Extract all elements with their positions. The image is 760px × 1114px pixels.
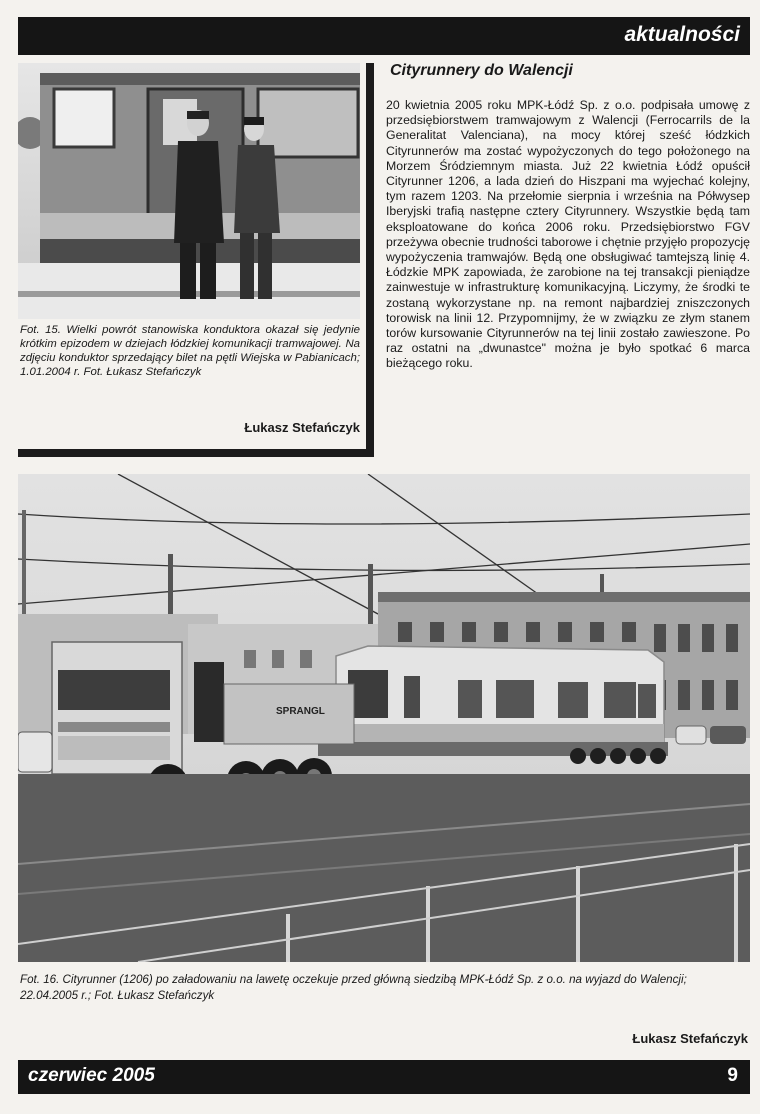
photo-caption-top: Fot. 15. Wielki powrót stanowiska konduktora okazał się jedynie krótkim epizodem w dziejach łódzkiej komunikacji tramwajowej. Na zdjęciu konduktor sprzedający bilet na pętli Wiejska w Pabianicach; 1.01.2004 r. Fot. Łukasz Stefańczyk xyxy=(20,324,360,378)
header-bar xyxy=(18,17,750,55)
photo-caption-bottom: Fot. 16. Cityrunner (1206) po załadowaniu na lawetę oczekuje przed główną siedzibą MPK-Łódź Sp. z o.o. na wyjazd do Walencji; 22.04.2005 r.; Fot. Łukasz Stefańczyk xyxy=(20,973,687,1002)
photo-conductor xyxy=(18,63,360,319)
article-body: 20 kwietnia 2005 roku MPK-Łódź Sp. z o.o. podpisała umowę z przedsiębiorstwem tramwajowym z Walencji (Ferrocarrils de la Generalitat Valenciana), na mocy której sześć łódzkich Cityrunnerów ma zostać wypożyczonych do tego położonego na Morzem Śródziemnym miasta. Już 22 kwietnia Łódź opuścił Cityrunner 1206, a lada dzień do Hiszpani ma wyjechać kolejny, tym razem 1203. Na przełomie sierpnia i września na Półwysep Iberyjski trafią następne cztery Cityrunnery. Wszystkie będą tam eksploatowane do końca 2006 roku. Przedsiębiorstwo FGV przeżywa obecnie trudności taborowe i chętnie przyjęło propozycję wypożyczenia tramwajów. Będą one obsługiwać tamtejszą linię 4. Łódzkie MPK zapowiada, że zarobione na tej transakcji pieniądze zainwestuje w infrastrukturę komunikacyjną. Liczymy, że środki te zostaną wykorzystane np. na remont najbardziej zniszczonych torowisk na linii 12. Przypomnijmy, że w związku ze złym stanem torów kursowanie Cityrunnerów na tej linii zostało zawieszone. Po raz ostatni na „dwunastce" można je było spotkać 6 marca bieżącego roku. xyxy=(386,98,750,371)
section-label: aktualności xyxy=(624,23,740,46)
box-shadow-right xyxy=(366,63,374,455)
page-number: 9 xyxy=(727,1065,738,1086)
photo-cityrunner-truck xyxy=(18,474,750,962)
truck-side-text: SPRANGL xyxy=(276,706,325,717)
issue-date: czerwiec 2005 xyxy=(28,1065,155,1086)
article-title: Cityrunnery do Walencji xyxy=(390,62,573,79)
box-shadow-bottom xyxy=(18,449,374,457)
author-bottom: Łukasz Stefańczyk xyxy=(632,1031,748,1046)
author-top: Łukasz Stefańczyk xyxy=(244,420,360,435)
footer-bar xyxy=(18,1060,750,1094)
